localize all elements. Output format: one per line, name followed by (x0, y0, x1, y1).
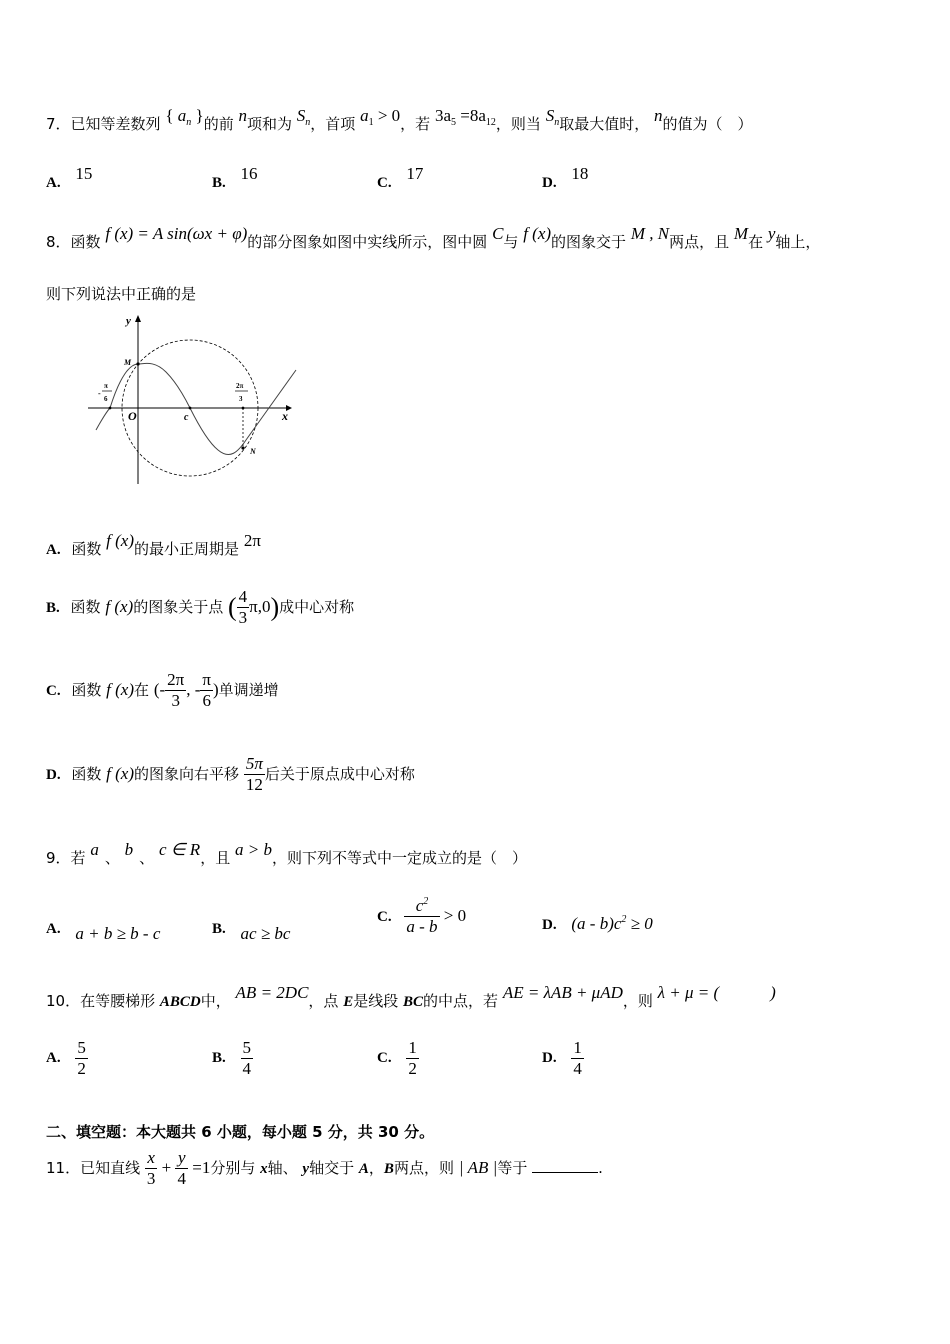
section-2-heading: 二、填空题：本大题共 6 小题，每小题 5 分，共 30 分。 (46, 1123, 435, 1141)
y-axis-label: y (126, 315, 131, 327)
q9-option-d[interactable]: D. $(a - b)c^2 \ge 0$ (542, 914, 653, 933)
q8-stem: 8．函数 f (x) = A sin(ωx + φ)的部分图象如图中实线所示，图中圆 C与 f (x)的图象交于 M , N两点，且 M在 y轴上， (46, 224, 821, 251)
q8-stem-line2: 则下列说法中正确的是 (46, 285, 197, 303)
point-n (241, 446, 244, 449)
q7-option-a[interactable]: A. 15 (46, 164, 93, 191)
q9-option-c[interactable]: C. $\frac{c^2}{a - b}$ > 0 (377, 896, 467, 936)
q7-seq: { $a_n$ } (165, 106, 204, 128)
q7-number: 7． (46, 115, 71, 133)
x-axis-label: x (282, 409, 288, 423)
q8-option-c[interactable]: C. 函数 f (x)在 (- $\frac{2\pi}{3}$ , - $\frac{\pi}{6}$ )单调递增 (46, 670, 279, 710)
q7-option-d[interactable]: D. 18 (542, 164, 589, 191)
left-tick-den: 6 (104, 395, 108, 403)
sine-curve (96, 363, 296, 454)
point-c (189, 407, 192, 410)
q7-option-b[interactable]: B. 16 (212, 164, 258, 191)
left-tick-num: π (104, 382, 108, 390)
sine-circle-figure (86, 312, 302, 488)
q10-option-d[interactable]: D. $\frac{1}{4}$ (542, 1038, 582, 1078)
q8-graph (86, 312, 302, 488)
q9-number: 9． (46, 849, 71, 867)
q10-stem: 10．在等腰梯形 ABCD中， AB = 2DC，点 E是线段 BC的中点，若 AE = λAB + μAD，则 λ + μ = ( ) (46, 983, 776, 1010)
y-axis-arrow (135, 315, 141, 322)
right-tick-num: 2π (236, 382, 244, 390)
right-tick-den: 3 (239, 395, 243, 403)
q10-option-b[interactable]: B. $\frac{5}{4}$ (212, 1038, 252, 1078)
left-tick-sign: - (98, 389, 101, 398)
q9-stem: 9．若 a 、 b 、 c ∈ R，且 a > b，则下列不等式中一定成立的是（ ） (46, 840, 527, 867)
q8-option-d[interactable]: D. 函数 f (x)的图象向右平移 $\frac{5\pi}{12}$ 后关于原点成中心对称 (46, 754, 415, 794)
q7-option-c[interactable]: C. 17 (377, 164, 424, 191)
point-left-tick (109, 407, 112, 410)
q9-option-b[interactable]: B. ac ≥ bc (212, 921, 291, 943)
origin-label: O (128, 409, 137, 423)
c-label: c (184, 412, 189, 423)
n-label: N (250, 447, 256, 456)
q8-number: 8． (46, 233, 71, 251)
q11-number: 11． (46, 1159, 81, 1177)
q11-answer-blank[interactable] (532, 1158, 598, 1173)
q11-stem: 11．已知直线 $\frac{x}{3}$ + $\frac{y}{4}$ =1分别与 x轴、 y轴交于 A，B两点，则 | AB |等于 . (46, 1148, 603, 1188)
q8-option-a[interactable]: A. 函数 f (x)的最小正周期是 2π (46, 531, 261, 558)
q10-option-a[interactable]: A. $\frac{5}{2}$ (46, 1038, 86, 1078)
point-m (136, 362, 139, 365)
q8-option-b[interactable]: B. 函数 f (x)的图象关于点 ( $\frac{4}{3}$ π,0)成中心对称 (46, 587, 355, 627)
point-right-tick (242, 407, 245, 410)
q9-option-a[interactable]: A. a + b ≥ b - c (46, 921, 161, 943)
q7-stem: 7．已知等差数列 { $a_n$ }的前 n项和为 $S_n$，首项 $a_1 > 0$，若 $3a_5 =8a_{12}$，则当 $S_n$取最大值时， n的值为（ ） (46, 106, 753, 133)
q10-option-c[interactable]: C. $\frac{1}{2}$ (377, 1038, 417, 1078)
q10-number: 10． (46, 992, 81, 1010)
m-label: M (124, 358, 132, 367)
